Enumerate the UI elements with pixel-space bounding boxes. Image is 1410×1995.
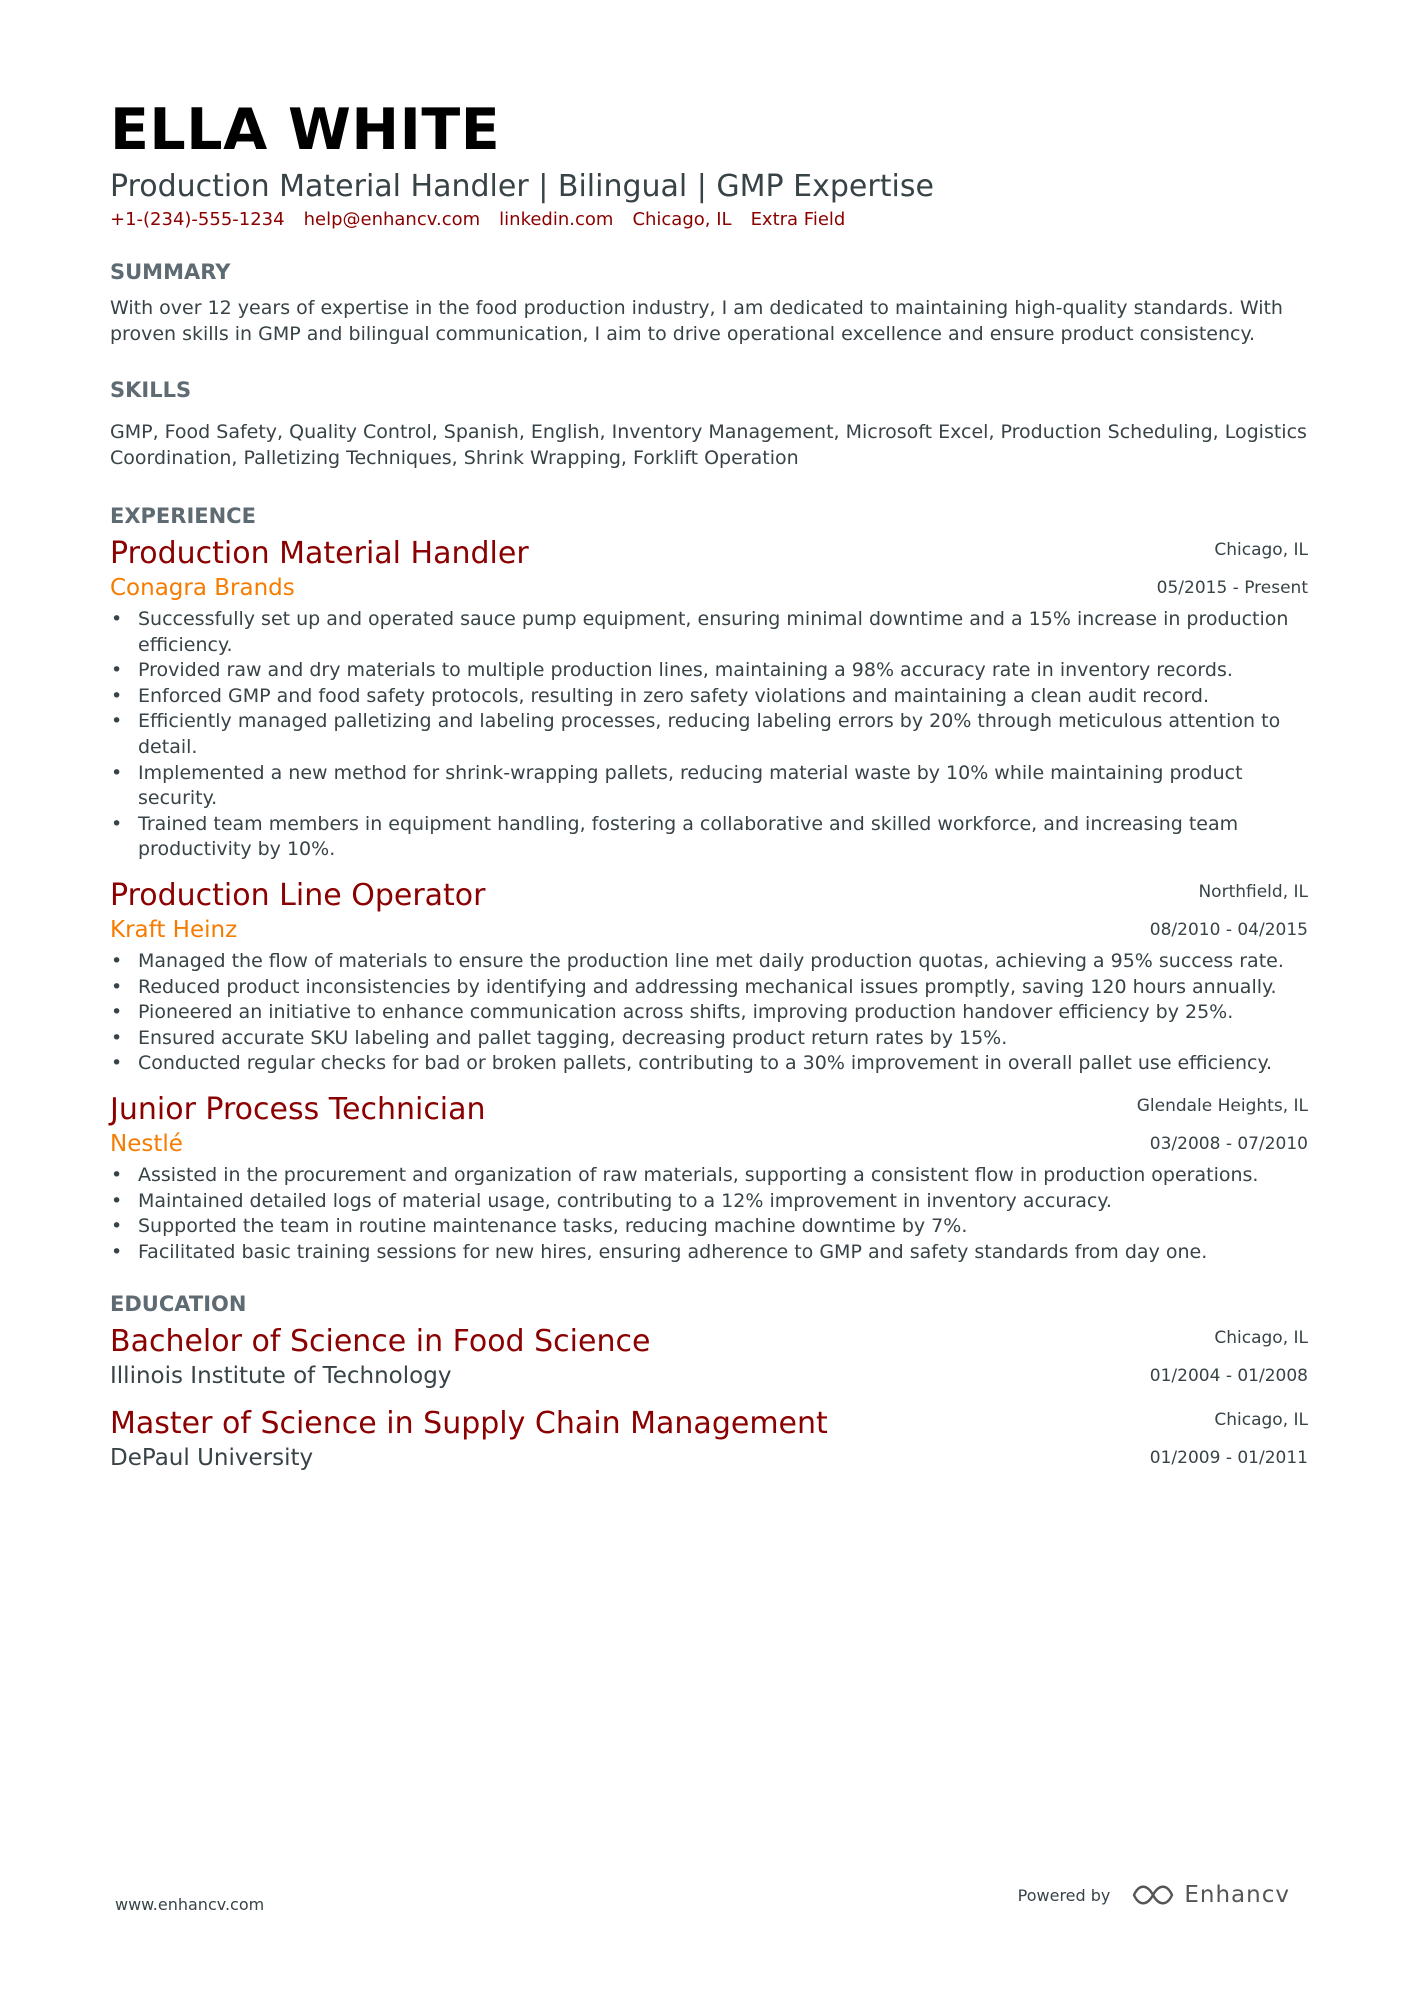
job-location: Northfield, IL	[1198, 881, 1308, 902]
job-title: Junior Process Technician	[110, 1091, 486, 1127]
job-dates: 08/2010 - 04/2015	[1149, 919, 1308, 940]
school-name: DePaul University	[110, 1445, 314, 1472]
contact-list	[110, 207, 1308, 233]
experience-entry	[110, 535, 1308, 863]
education-dates: 01/2009 - 01/2011	[1149, 1448, 1308, 1469]
education-location: Chicago, IL	[1214, 1410, 1308, 1431]
enhancv-brand[interactable]	[1130, 1882, 1290, 1908]
company-name: Nestlé	[110, 1130, 183, 1157]
skills-text: GMP, Food Safety, Quality Control, Spanish, English, Inventory Management, Microsoft Excel, Production Scheduling, Logistics Coordination, Palletizing Techniques, Shrink Wrapping, Forklift Operation	[110, 421, 1307, 469]
bullet-item: • Reduced product inconsistencies by identifying and addressing mechanical issues promptly, saving 120 hours annually.	[138, 975, 1308, 1001]
degree-title: Bachelor of Science in Food Science	[110, 1324, 651, 1360]
contact-email[interactable]: help@enhancv.com	[303, 209, 481, 230]
experience-entry	[110, 1091, 1308, 1265]
footer-branding	[1018, 1882, 1290, 1908]
contact-extra-field: Extra Field	[750, 209, 846, 230]
section-title-summary: SUMMARY	[110, 260, 231, 284]
job-bullets	[110, 949, 1308, 1077]
company-name: Kraft Heinz	[110, 916, 238, 943]
footer-website[interactable]: www.enhancv.com	[115, 1895, 265, 1914]
contact-linkedin[interactable]: linkedin.com	[499, 209, 614, 230]
powered-by-label: Powered by	[1017, 1885, 1111, 1905]
bullet-item: • Provided raw and dry materials to multiple production lines, maintaining a 98% accuracy rate in inventory records.	[138, 658, 1308, 684]
skills-section	[110, 375, 1308, 471]
education-dates: 01/2004 - 01/2008	[1149, 1366, 1308, 1387]
section-title-skills: SKILLS	[110, 378, 192, 402]
summary-section	[110, 257, 1308, 347]
contact-location: Chicago, IL	[632, 209, 732, 230]
bullet-item: • Assisted in the procurement and organization of raw materials, supporting a consistent flow in production operations.	[138, 1163, 1308, 1189]
enhancv-logo-icon	[1130, 1882, 1176, 1908]
company-name: Conagra Brands	[110, 575, 295, 601]
bullet-item: • Facilitated basic training sessions for new hires, ensuring adherence to GMP and safety standards from day one.	[138, 1240, 1308, 1266]
candidate-name: ELLA WHITE	[110, 97, 501, 163]
bullet-item: • Trained team members in equipment handling, fostering a collaborative and skilled workforce, and increasing team productivity by 10%.	[138, 812, 1308, 863]
job-location: Glendale Heights, IL	[1136, 1095, 1308, 1116]
bullet-item: • Enforced GMP and food safety protocols, resulting in zero safety violations and maintaining a clean audit record.	[138, 684, 1308, 710]
bullet-item: • Implemented a new method for shrink-wrapping pallets, reducing material waste by 10% while maintaining product security.	[138, 761, 1308, 812]
job-bullets	[110, 1163, 1308, 1265]
job-dates: 03/2008 - 07/2010	[1149, 1133, 1308, 1154]
bullet-item: • Ensured accurate SKU labeling and pallet tagging, decreasing product return rates by 15%.	[138, 1026, 1308, 1052]
bullet-item: • Conducted regular checks for bad or broken pallets, contributing to a 30% improvement in overall pallet use efficiency.	[138, 1051, 1308, 1077]
job-bullets	[110, 607, 1308, 863]
bullet-item: • Successfully set up and operated sauce pump equipment, ensuring minimal downtime and a 15% increase in production efficiency.	[138, 607, 1308, 658]
job-location: Chicago, IL	[1214, 540, 1308, 560]
section-title-experience: EXPERIENCE	[110, 504, 256, 528]
school-name: Illinois Institute of Technology	[110, 1363, 452, 1390]
bullet-item: • Efficiently managed palletizing and labeling processes, reducing labeling errors by 20% through meticulous attention to detail.	[138, 709, 1308, 760]
degree-title: Master of Science in Supply Chain Management	[110, 1406, 828, 1442]
job-title: Production Material Handler	[110, 536, 529, 571]
candidate-headline: Production Material Handler | Bilingual | GMP Expertise	[110, 169, 934, 204]
education-location: Chicago, IL	[1214, 1328, 1308, 1349]
job-title: Production Line Operator	[110, 877, 486, 913]
summary-text: With over 12 years of expertise in the food production industry, I am dedicated to maintaining high-quality standards. With proven skills in GMP and bilingual communication, I aim to drive operational excellence and ensure product consistency.	[110, 297, 1283, 345]
enhancv-brand-name: Enhancv	[1184, 1882, 1290, 1908]
education-entry	[110, 1323, 1308, 1391]
bullet-item: • Supported the team in routine maintenance tasks, reducing machine downtime by 7%.	[138, 1214, 1308, 1240]
bullet-item: • Maintained detailed logs of material usage, contributing to a 12% improvement in inventory accuracy.	[138, 1189, 1308, 1215]
section-title-education: EDUCATION	[110, 1292, 247, 1317]
education-entry	[110, 1405, 1308, 1473]
experience-section	[110, 501, 1308, 1265]
contact-phone[interactable]: +1-(234)-555-1234	[110, 209, 285, 230]
bullet-item: • Pioneered an initiative to enhance communication across shifts, improving production handover efficiency by 25%.	[138, 1000, 1308, 1026]
bullet-item: • Managed the flow of materials to ensure the production line met daily production quotas, achieving a 95% success rate.	[138, 949, 1308, 975]
job-dates: 05/2015 - Present	[1156, 578, 1308, 598]
experience-entry	[110, 877, 1308, 1077]
education-section	[110, 1289, 1308, 1473]
resume-page	[110, 95, 1308, 1487]
